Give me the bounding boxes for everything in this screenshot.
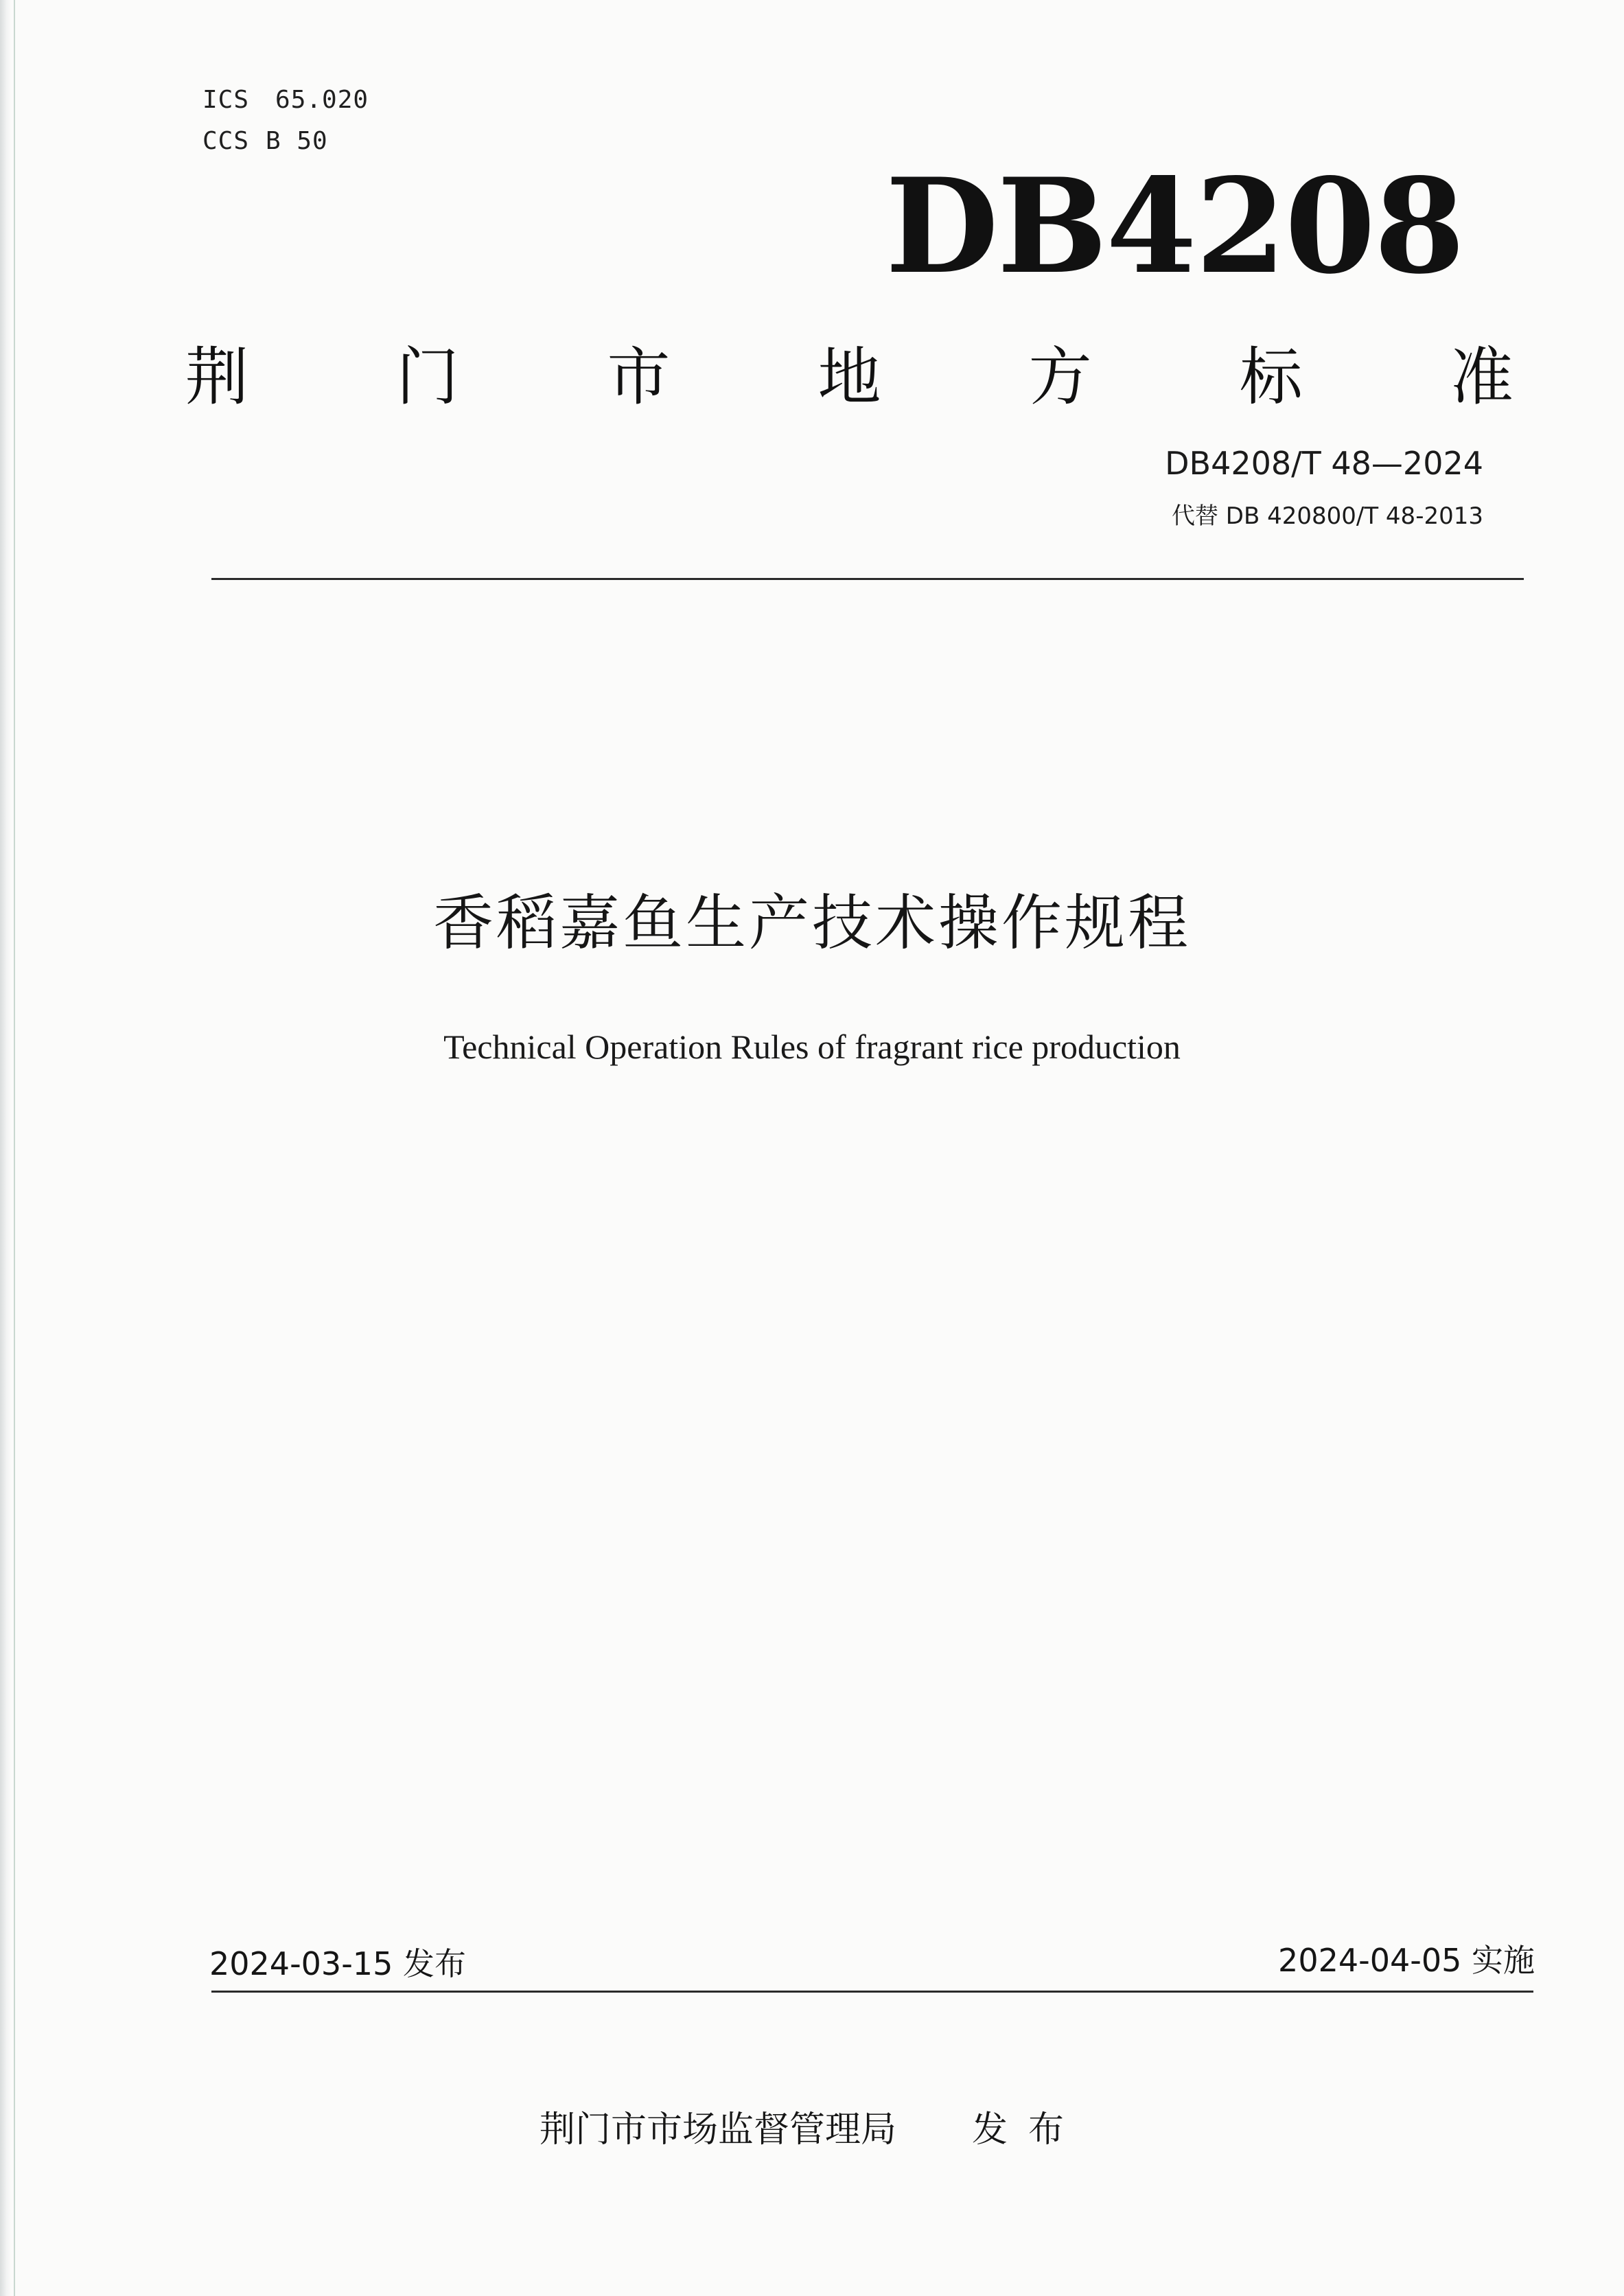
issuer-action: 发布 [972, 2109, 1085, 2150]
publish-date: 2024-03-15 发布 [209, 1945, 466, 1982]
implement-date: 2024-04-05 实施 [1278, 1942, 1535, 1979]
scan-edge-line [14, 0, 15, 2296]
standard-type-char: 市 [607, 340, 671, 414]
ics-line [202, 86, 369, 114]
ccs-value: B 50 [266, 127, 328, 155]
scan-edge-shadow [0, 0, 11, 2296]
ics-label: ICS [202, 86, 250, 114]
issuer-line [0, 2100, 1624, 2152]
standard-number: DB4208/T 48—2024 [1165, 445, 1483, 482]
standard-type-char: 标 [1239, 340, 1303, 414]
standard-type-title [185, 336, 1513, 419]
document-title-en: Technical Operation Rules of fragrant rice production [443, 1028, 1181, 1066]
standard-type-char: 门 [396, 340, 460, 414]
standard-type-char: 荆 [185, 340, 249, 414]
standard-type-char: 方 [1028, 340, 1092, 414]
header-divider [211, 578, 1524, 580]
standard-type-char: 地 [817, 340, 881, 414]
brand-code: DB4208 [885, 150, 1464, 303]
ccs-label: CCS [202, 127, 250, 155]
footer-divider [211, 1991, 1533, 1993]
document-title-cn: 香稻嘉鱼生产技术操作规程 [432, 888, 1191, 958]
ics-value: 65.020 [275, 86, 369, 114]
replaces-note: 代替 DB 420800/T 48-2013 [1171, 502, 1483, 530]
ccs-line [202, 127, 328, 155]
standard-type-char: 准 [1450, 340, 1513, 414]
issuer-name: 荆门市市场监督管理局 [539, 2109, 896, 2150]
